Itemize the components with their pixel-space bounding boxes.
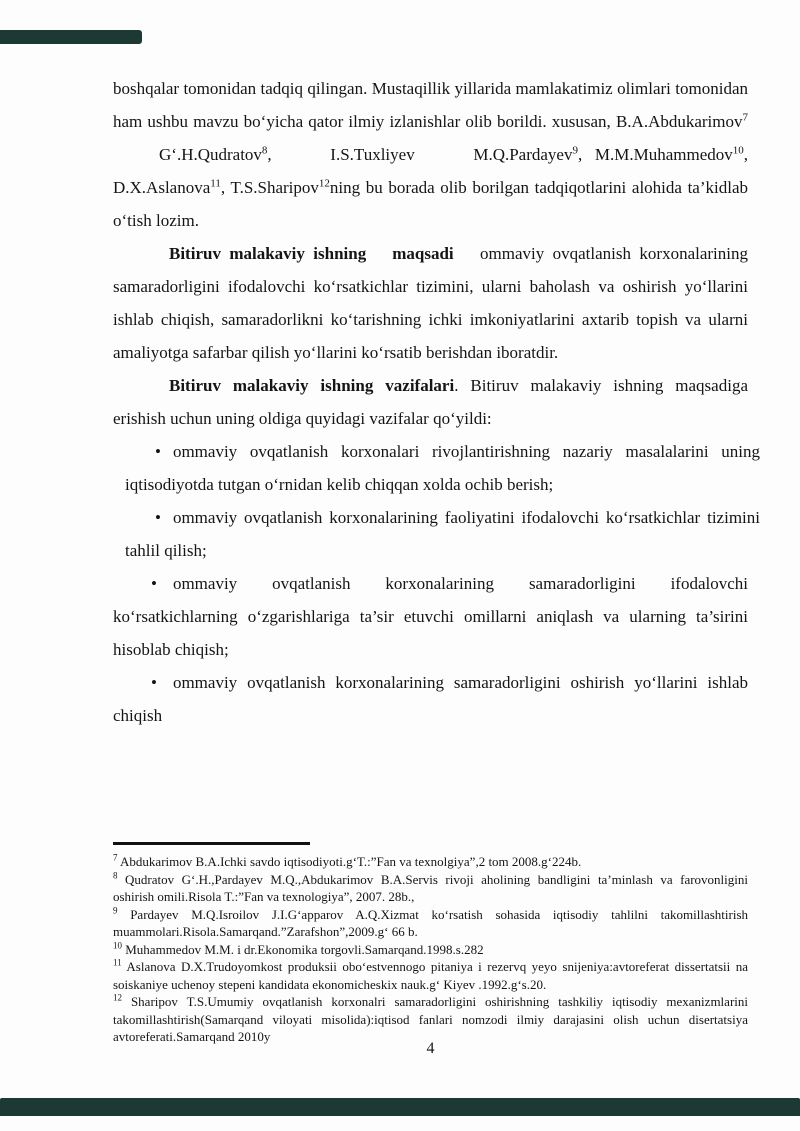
footnote-text: Muhammedov M.M. i dr.Ekonomika torgovli.Samarqand.1998.s.282 bbox=[125, 941, 484, 957]
list-item bbox=[125, 435, 760, 501]
list-item bbox=[113, 567, 748, 666]
footnote-separator-rule bbox=[113, 842, 310, 845]
footnotes-section bbox=[113, 842, 748, 1046]
footnote-text: Abdukarimov B.A.Ichki savdo iqtisodiyoti.g‘T.:”Fan va texnolgiya”,2 tom 2008.g‘224b. bbox=[120, 854, 582, 869]
bullet-icon: • bbox=[155, 508, 161, 527]
page-number: 4 bbox=[426, 1040, 435, 1057]
footnote-ref-11: 11 bbox=[210, 177, 221, 190]
paragraph-text: , D.X.Aslanova bbox=[113, 145, 748, 197]
heading-run-in: maqsadi bbox=[392, 244, 454, 263]
footnote bbox=[113, 871, 748, 906]
footnote-text: Qudratov G‘.H.,Pardayev M.Q.,Abdukarimov B.A.Servis rivoji aholining bandligini ta’minlash va farovonligini oshirish omili.Risola T.:”Fan va texnologiya”, 2007. 28b., bbox=[113, 871, 748, 904]
footnote bbox=[113, 993, 748, 1046]
author-name: G‘.H.Qudratov bbox=[159, 145, 262, 164]
footnote-text: Aslanova D.X.Trudoyomkost produksii obo‘estvennogo pitaniya i rezervq yeyo snijeniya:avtoreferat dissertatsii na soiskaniye uchenoy stepeni kandidata ekonomicheskix nauk.g‘ Kiyev .1992.g‘s.20. bbox=[113, 959, 749, 992]
list-item bbox=[125, 501, 760, 567]
footnote-number: 9 bbox=[113, 905, 118, 916]
heading-run-in: Bitiruv malakaviy ishning bbox=[169, 244, 367, 263]
footnote-number: 7 bbox=[113, 852, 118, 863]
footnote bbox=[113, 906, 748, 941]
paragraph-text: , T.S.Sharipov bbox=[220, 178, 319, 197]
footnote-ref-8: 8 bbox=[261, 144, 268, 157]
page-body bbox=[113, 72, 760, 732]
footnote-number: 12 bbox=[113, 992, 122, 1003]
footnote-number: 11 bbox=[113, 957, 122, 968]
footnote-ref-10: 10 bbox=[732, 144, 744, 157]
paragraph-text: , M.M.Muhammedov bbox=[577, 145, 733, 164]
footnote-ref-9: 9 bbox=[572, 144, 578, 157]
list-item-text: ommaviy ovqatlanish korxonalarining samaradorligini ifodalovchi ko‘rsatkichlarning o‘zgarishlariga ta’sir etuvchi omillarni aniqlash va ularning ta’sirini hisoblab chiqish; bbox=[113, 574, 748, 659]
footnote-number: 8 bbox=[113, 870, 118, 881]
footnote-number: 10 bbox=[113, 940, 122, 951]
author-name: M.Q.Pardayev bbox=[473, 145, 573, 164]
paragraph-vazifalar bbox=[113, 369, 748, 435]
paragraph-text: boshqalar tomonidan tadqiq qilingan. Mustaqillik yillarida mamlakatimiz olimlari tomonidan ham ushbu mavzu bo‘yicha qator ilmiy izlanishlar olib borildi. xususan, B.A.Abdukarimov bbox=[113, 79, 748, 131]
footnote bbox=[113, 941, 748, 959]
bullet-icon: • bbox=[155, 442, 161, 461]
footnote bbox=[113, 958, 748, 993]
paragraph-intro bbox=[113, 72, 748, 237]
bullet-icon: • bbox=[151, 673, 157, 692]
paragraph-text: ning bu borada olib borilgan tadqiqotlarini alohida ta’kidlab o‘tish lozim. bbox=[113, 178, 749, 230]
author-name: I.S.Tuxliyev bbox=[330, 145, 415, 164]
footnote-ref-7: 7 bbox=[742, 111, 748, 124]
scan-edge-artifact-bottom bbox=[0, 1098, 800, 1116]
paragraph-text: , bbox=[267, 145, 272, 164]
footnote-text: Sharipov T.S.Umumiy ovqatlanish korxonalri samaradorligini oshirishning tashkiliy iqtisodiy mexanizmlarini takomillashtirish(Samarqand viloyati misolida):iqtisod fanlari nomzodi ilmiy darajasini olish uchun disertatsiya avtoreferati.Samarqand 2010y bbox=[113, 994, 748, 1044]
footnote bbox=[113, 853, 748, 871]
heading-run-in: Bitiruv malakaviy ishning vazifalari bbox=[169, 376, 455, 395]
paragraph-text: . Bitiruv malakaviy ishning maqsadiga erishish uchun uning oldiga quyidagi vazifalar qo‘yildi: bbox=[113, 376, 748, 428]
footnote-ref-12: 12 bbox=[318, 177, 330, 190]
list-item bbox=[113, 666, 748, 732]
paragraph-maqsad bbox=[113, 237, 748, 369]
scan-edge-artifact-top bbox=[0, 30, 142, 44]
paragraph-text: ommaviy ovqatlanish korxonalarining samaradorligini ifodalovchi ko‘rsatkichlar tizimini, ularni baholash va oshirish yo‘llarini ishlab chiqish, samaradorlikni ko‘tarishning ichki imkoniyatlarini axtarib topish va ularni amaliyotga safarbar qilish yo‘llarini ko‘rsatib berishdan iboratdir. bbox=[113, 244, 748, 362]
list-item-text: ommaviy ovqatlanish korxonalari rivojlantirishning nazariy masalalarini uning iqtisodiyotda tutgan o‘rnidan kelib chiqqan xolda ochib berish; bbox=[125, 442, 760, 494]
list-item-text: ommaviy ovqatlanish korxonalarining samaradorligini oshirish yo‘llarini ishlab chiqish bbox=[113, 673, 748, 725]
footnote-text: Pardayev M.Q.Isroilov J.I.G‘apparov A.Q.Xizmat ko‘rsatish sohasida iqtisodiy tahlilni takomillashtirish muammolari.Risola.Samarqand.”Zarafshon”,2009.g‘ 66 b. bbox=[113, 906, 748, 939]
list-item-text: ommaviy ovqatlanish korxonalarining faoliyatini ifodalovchi ko‘rsatkichlar tizimini tahlil qilish; bbox=[125, 508, 760, 560]
bullet-icon: • bbox=[151, 574, 157, 593]
